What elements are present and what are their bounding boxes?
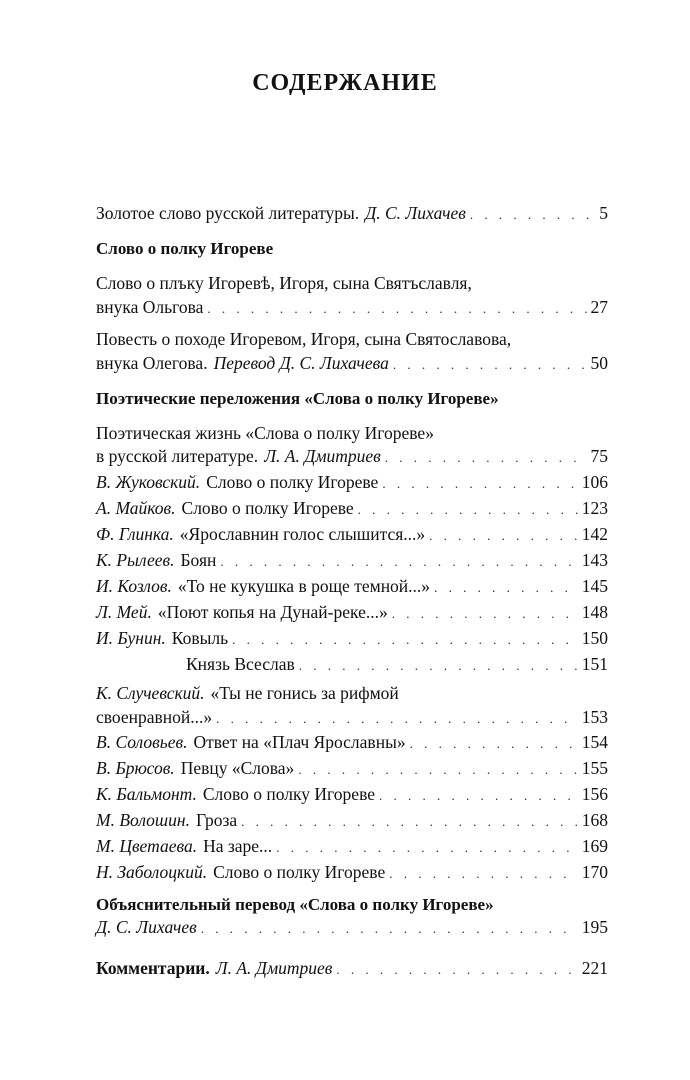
entry-title: Золотое слово русской литературы. [96,203,360,223]
entry-author: Л. А. Дмитриев [264,446,381,466]
entry-author: К. Случевский. [96,683,205,703]
leader-dots [379,783,578,809]
page-title: СОДЕРЖАНИЕ [252,70,438,96]
entry-title: внука Ольгова [96,297,204,317]
entry-title: своенравной...» [96,707,213,727]
entry-author: В. Соловьев. [96,732,188,752]
toc-entry[interactable] [96,625,608,651]
section-heading: Поэтические переложения «Слова о полку Игореве» [96,389,499,408]
leader-dots [393,352,587,378]
entry-author: Л. А. Дмитриев [215,958,333,978]
entry-title: «Поют копья на Дунай-реке...» [157,602,388,622]
entry-author: Перевод Д. С. Лихачева [213,353,389,373]
entry-title: Ответ на «Плач Ярославны» [193,732,406,752]
entry-title: «То не кукушка в роще темной...» [177,576,431,596]
entry-author: Ф. Глинка. [96,524,174,544]
leader-dots [410,731,578,757]
entry-title: Слово о полку Игореве [202,784,375,804]
page-number: 155 [581,758,608,778]
page-number: 75 [590,446,608,466]
entry-title: Певцу «Слова» [180,758,295,778]
leader-dots [358,497,578,523]
toc-entry[interactable] [96,521,608,547]
toc-entry[interactable] [96,755,608,781]
page-number: 170 [581,862,608,882]
toc-entry[interactable] [96,914,608,940]
leader-dots [276,835,578,861]
leader-dots [232,627,578,653]
entry-author: М. Волошин. [96,810,190,830]
toc-entry[interactable] [96,781,608,807]
entry-title: «Ярославнин голос слышится...» [179,524,426,544]
toc-entry-line[interactable] [96,270,608,296]
page-number: 156 [581,784,608,804]
page-number: 106 [581,472,608,492]
toc-entry[interactable] [96,651,608,677]
entry-author: Д. С. Лихачев [96,917,197,937]
entry-title: Боян [180,550,217,570]
leader-dots [298,757,577,783]
leader-dots [299,653,578,679]
entry-title: «Ты не гонись за рифмой [210,683,399,703]
toc-entry[interactable] [96,495,608,521]
page-number: 221 [581,958,608,978]
toc-entry[interactable] [96,547,608,573]
section-heading: Объяснительный перевод «Слова о полку Игореве» [96,895,494,914]
leader-dots [336,957,577,983]
toc-entry-line[interactable] [96,326,608,352]
entry-title: Князь Всеслав [186,654,295,674]
entry-title: Комментарии. [96,958,210,978]
page-number: 154 [581,732,608,752]
page-number: 145 [581,576,608,596]
toc-entry-line[interactable] [96,704,608,730]
entry-author: И. Козлов. [96,576,172,596]
entry-author: Д. С. Лихачев [365,203,466,223]
leader-dots [429,523,578,549]
toc-entry-line[interactable] [96,443,608,469]
page-number: 150 [581,628,608,648]
page-number: 169 [581,836,608,856]
toc-entry[interactable] [96,599,608,625]
entry-author: Л. Мей. [96,602,152,622]
toc-entry-line[interactable] [96,680,608,706]
toc-entry[interactable] [96,833,608,859]
entry-title: Ковыль [171,628,229,648]
leader-dots [382,471,577,497]
entry-title: Слово о полку Игореве [206,472,379,492]
leader-dots [470,202,595,228]
toc-entry-line[interactable] [96,294,608,320]
entry-author: Н. Заболоцкий. [96,862,208,882]
leader-dots [392,601,578,627]
page-number: 153 [581,707,608,727]
entry-author: А. Майков. [96,498,176,518]
page-number: 142 [581,524,608,544]
entry-title: Слово о полку Игореве [181,498,354,518]
page-number: 143 [581,550,608,570]
toc-entry[interactable] [96,729,608,755]
toc-entry[interactable] [96,469,608,495]
toc-entry[interactable] [96,573,608,599]
entry-title: Повесть о походе Игоревом, Игоря, сына Святославова, [96,329,512,349]
toc-entry[interactable] [96,859,608,885]
leader-dots [385,445,587,471]
page-number: 168 [581,810,608,830]
entry-author: И. Бунин. [96,628,166,648]
entry-title: в русской литературе. [96,446,259,466]
page-number: 148 [581,602,608,622]
entry-title: Гроза [195,810,238,830]
page-number: 27 [590,297,608,317]
leader-dots [207,296,586,322]
entry-title: Поэтическая жизнь «Слова о полку Игореве» [96,423,434,443]
entry-author: В. Брюсов. [96,758,175,778]
page-number: 123 [581,498,608,518]
page-number: 50 [590,353,608,373]
leader-dots [241,809,578,835]
toc-entry-comments[interactable] [96,955,608,981]
entry-title: Слово о плъку Игоревѣ, Игоря, сына Святъславля, [96,273,472,293]
section-heading: Слово о полку Игореве [96,239,274,258]
entry-author: К. Рылеев. [96,550,175,570]
leader-dots [434,575,578,601]
entry-author: К. Бальмонт. [96,784,197,804]
page-number: 5 [599,203,608,223]
entry-title: На заре... [203,836,273,856]
leader-dots [220,549,577,575]
toc-entry[interactable] [96,807,608,833]
entry-title: Слово о полку Игореве [213,862,386,882]
entry-author: В. Жуковский. [96,472,201,492]
entry-author: М. Цветаева. [96,836,198,856]
toc-entry-line[interactable] [96,350,608,376]
page-number: 195 [581,917,608,937]
page-number: 151 [581,654,608,674]
toc-entry-intro[interactable] [96,200,608,226]
entry-title: внука Олегова. [96,353,208,373]
leader-dots [389,861,578,887]
leader-dots [201,916,578,942]
